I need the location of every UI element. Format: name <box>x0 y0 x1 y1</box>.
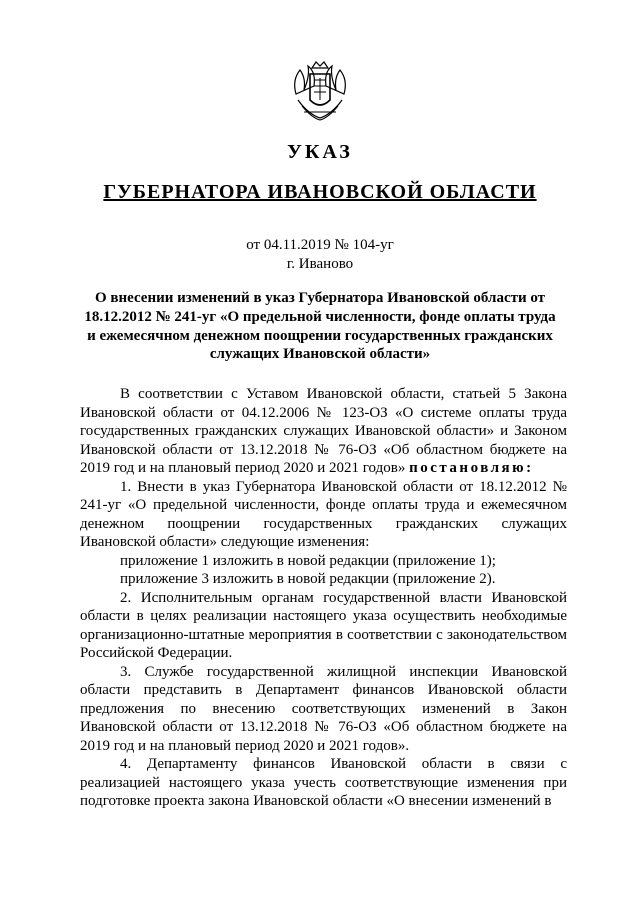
document-body <box>80 385 567 811</box>
paragraph-3: 3. Службе государственной жилищной инспекции Ивановской области представить в Департамент финансов Ивановской области предложения по внесению соответствующих изменений в Закон Ивановской области от 13.12.2018 № 76-ОЗ «Об областном бюджете на 2019 год и на плановый период 2020 и 2021 годов». <box>80 663 567 754</box>
document-subtitle: ГУБЕРНАТОРА ИВАНОВСКОЙ ОБЛАСТИ <box>103 181 537 203</box>
paragraph-1: 1. Внести в указ Губернатора Ивановской области от 18.12.2012 № 241-уг «О предельной численности, фонде оплаты труда и ежемесячном денежном поощрении государственных гражданских служащих Ивановской области» следующие изменения: <box>80 478 567 550</box>
paragraph-2: 2. Исполнительным органам государственной власти Ивановской области в целях реализации настоящего указа осуществить необходимые организационно-штатные мероприятия в соответствии с законодательством Российской Федерации. <box>80 589 567 661</box>
intro-paragraph <box>80 385 567 478</box>
paragraph-1b: приложение 3 изложить в новой редакции (приложение 2). <box>120 571 496 587</box>
paragraph-4: 4. Департаменту финансов Ивановской области в связи с реализацией настоящего указа учесть соответствующие изменения при подготовке проекта закона Ивановской области «О внесении изменений в <box>80 756 567 809</box>
decree-word: постановляю: <box>409 460 534 476</box>
coat-of-arms-icon <box>290 60 350 124</box>
document-title: УКАЗ <box>287 141 353 163</box>
document-subject: О внесении изменений в указ Губернатора Ивановской области от 18.12.2012 № 241-уг «О предельной численности, фонде оплаты труда и ежемесячном денежном поощрении государственных гражданских служащих Ивановской области» <box>84 290 556 363</box>
document-date-number: от 04.11.2019 № 104-уг <box>246 237 394 253</box>
paragraph-1a: приложение 1 изложить в новой редакции (приложение 1); <box>120 552 496 569</box>
document-city: г. Иваново <box>286 256 354 272</box>
intro-text: В соответствии с Уставом Ивановской области, статьей 5 Закона Ивановской области от 04.12.2006 № 123-ОЗ «О системе оплаты труда государственных гражданских служащих Ивановской области» и Законом Ивановской области от 13.12.2018 № 76-ОЗ «Об областном бюджете на 2019 год и на плановый период 2020 и 2021 годов» <box>80 386 567 476</box>
